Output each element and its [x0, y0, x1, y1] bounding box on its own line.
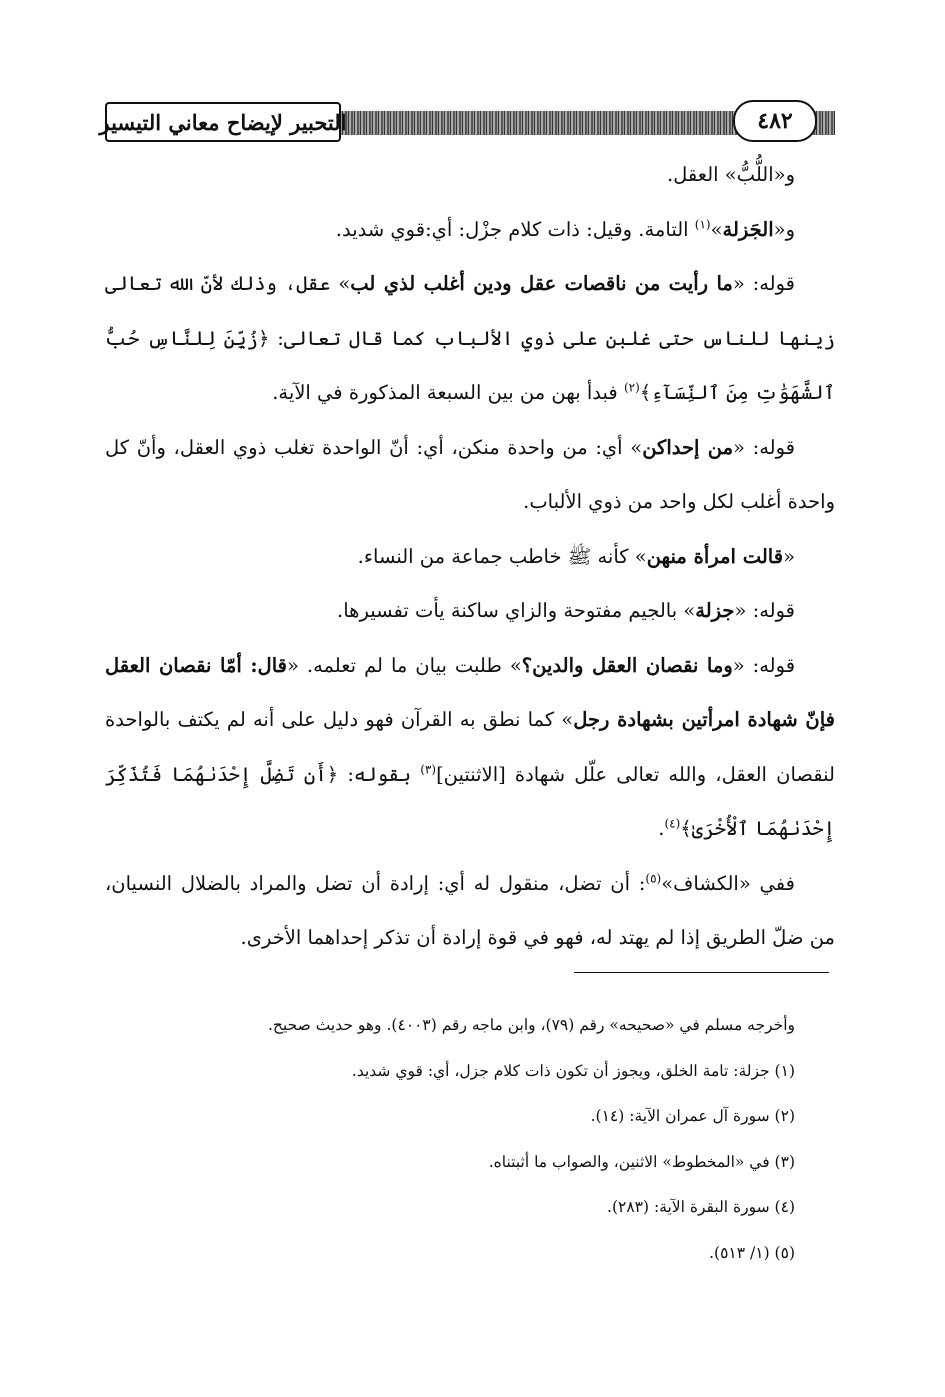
footnote-ref-5[interactable]: (٥) — [645, 871, 662, 885]
paragraph-jazla-2: قوله: «جزلة» بالجيم مفتوحة والزاي ساكنة يأت تفسيرها. — [337, 599, 795, 622]
footnotes — [105, 1003, 835, 1276]
footnote-5: (٥) (١/ ٥١٣). — [709, 1243, 795, 1262]
footnote-ref-4[interactable]: (٤) — [664, 816, 681, 831]
footnote-ref-3[interactable]: (٣) — [420, 762, 437, 776]
book-title: التحبير لإيضاح معاني التيسير — [105, 102, 341, 142]
paragraph-ihdakun: قوله: «من إحداكن» أي: من واحدة منكن، أي: أنّ الواحدة تغلب ذوي العقل، وأنّ كل واحدة أغلب لكل واحد من ذوي الألباب. — [105, 435, 835, 513]
paragraph-qalat: «قالت امرأة منهن» كأنه ﷺ خاطب جماعة من النساء. — [357, 544, 795, 568]
footnote-1: (١) جزلة: تامة الخلق، ويجوز أن تكون ذات كلام جزل، أي: قوي شديد. — [351, 1061, 795, 1080]
quran-verse: ﴿زُيِّنَ لِلنَّاسِ حُبُّ ٱلشَّهَوَٰتِ مِنَ ٱلنِّسَآءِ﴾ — [105, 326, 835, 404]
page-number: ٤٨٢ — [733, 100, 817, 142]
paragraph-kashshaf: ففي «الكشاف»$^{(٥)}$: أن تضل، منقول له أي: إرادة أن تضل والمراد بالضلال النسيان، من ضلّ الطريق إذا لم يهتد له، فهو في قوة إرادة أن تذكر إحداهما الأخرى. — [105, 871, 835, 949]
paragraph-jazla: و«الجَزلة»$^{(١)}$ التامة. وقيل: ذات كلام جزْل: أي:قوي شديد. — [335, 217, 795, 241]
paragraph-ma-raaytu: قوله: «ما رأيت من ناقصات عقل ودين أغلب لذي لب» عقل، وذلك لأنّ الله تعالى زينها للناس حتى غلبن على ذوي الألباب كما قال تعالى: ﴿زُيِّنَ لِلنَّاسِ حُبُّ ٱلشَّهَوَٰتِ مِنَ ٱلنِّسَآءِ﴾$^{(٢)}$ فبدأ بهن من بين السبعة المذكورة في الآية. — [105, 272, 835, 404]
footnote-ref-2[interactable]: (٢) — [623, 380, 640, 395]
footnote-2: (٢) سورة آل عمران الآية: (١٤). — [590, 1107, 795, 1125]
paragraph-lubb: و«اللُّبُّ» العقل. — [666, 163, 795, 186]
footnote-3: (٣) في «المخطوط» الاثنين، والصواب ما أثبتناه. — [488, 1152, 795, 1171]
main-text — [105, 148, 835, 966]
footnote-continuation: وأخرجه مسلم في «صحيحه» رقم (٧٩)، وابن ماجه رقم (٤٠٠٣). وهو حديث صحيح. — [267, 1016, 795, 1034]
footnote-4: (٤) سورة البقرة الآية: (٢٨٣). — [607, 1198, 795, 1216]
paragraph-nuqsan: قوله: «وما نقصان العقل والدين؟» طلبت بيان ما لم تعلمه. «قال: أمّا نقصان العقل فإنّ شهادة امرأتين بشهادة رجل» كما نطق به القرآن فهو دليل على أنه لم يكتف بالواحدة لنقصان العقل، والله تعالى علّل شهادة [الاثنتين]$^{(٣)}$ بقوله: ﴿أَن تَضِلَّ إِحْدَىٰهُمَا فَتُذَكِّرَ إِحْدَىٰهُمَا ٱلْأُخْرَىٰ﴾$^{(٤)}$. — [105, 653, 835, 840]
footnote-ref-1[interactable]: (١) — [694, 217, 711, 231]
footnote-divider — [574, 972, 829, 973]
running-header — [99, 100, 835, 146]
quran-verse: ﴿أَن تَضِلَّ إِحْدَىٰهُمَا فَتُذَكِّرَ إِحْدَىٰهُمَا ٱلْأُخْرَىٰ﴾ — [105, 762, 835, 840]
